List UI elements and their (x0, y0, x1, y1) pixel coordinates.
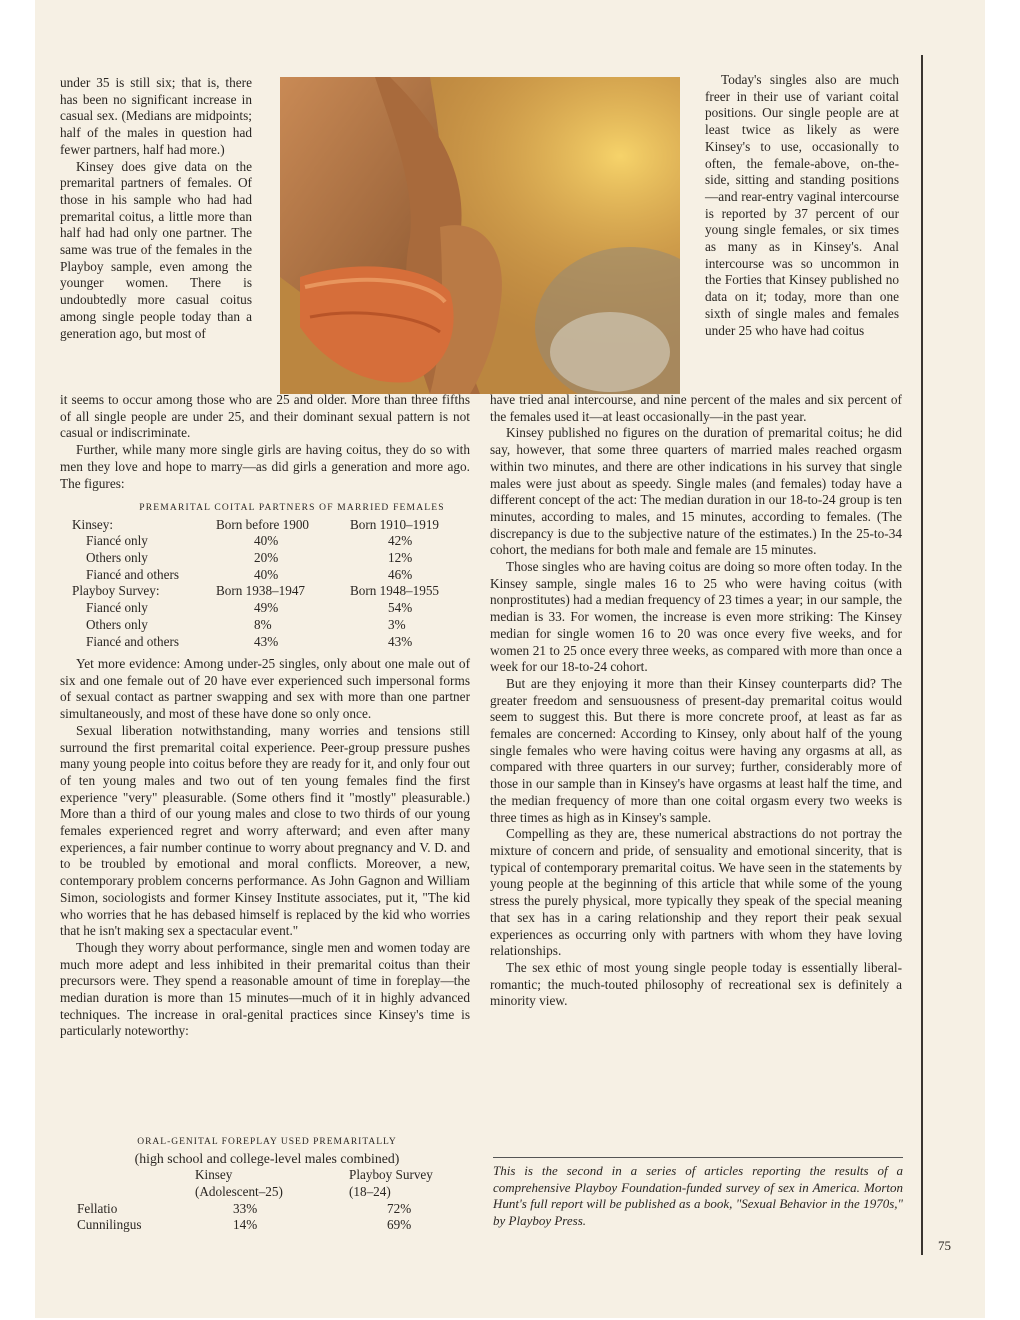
row-label: Others only (86, 550, 148, 566)
right-margin-rule (921, 55, 923, 1255)
article-photo (280, 77, 680, 394)
row-value: 46% (388, 566, 413, 582)
paragraph: Kinsey does give data on the premarital partners of females. Of those in his sample who had had premarital coitus, a little more than half had had only one partner. The same was true of the females in the Playboy sample, even among the younger women. There is undoubtedly more casual coitus among single people today than a generation ago, but most of (60, 158, 252, 341)
table-caption: PREMARITAL COITAL PARTNERS OF MARRIED FEMALES (139, 503, 445, 513)
table-row (72, 533, 472, 550)
row-value: Born 1910–1919 (350, 516, 440, 532)
row-value: 43% (388, 633, 413, 649)
table-row (77, 1167, 457, 1184)
table-premarital-partners (72, 500, 472, 650)
row-value: 33% (233, 1200, 258, 1216)
table-row (72, 617, 472, 634)
row-value: 3% (388, 616, 406, 632)
row-label: Fiancé and others (86, 633, 180, 649)
row-value: Born before 1900 (216, 516, 310, 532)
row-label: Fiancé only (86, 533, 148, 549)
row-label: Kinsey: (72, 516, 114, 532)
table-row (77, 1217, 457, 1234)
table-row (77, 1184, 457, 1201)
paragraph: have tried anal intercourse, and nine percent of the males and six percent of the females used it—at least occasionally—in the past year. (490, 392, 902, 424)
row-value: 69% (387, 1217, 412, 1233)
table-row (72, 517, 472, 534)
paragraph: The sex ethic of most young single people today is essentially liberal-romantic; the much-touted philosophy of recreational sex is definitely a minority view. (490, 959, 902, 1009)
article-footnote: This is the second in a series of articles reporting the results of a comprehensive Playboy Foundation-funded survey of sex in America. Morton Hunt's full report will be published as a book, "Sexual Behavior in the 1970s," by Playboy Press. (493, 1163, 903, 1229)
row-value: Born 1948–1955 (350, 583, 440, 599)
paragraph: Though they worry about performance, single men and women today are much more adept and less inhibited in their premarital coitus than their precursors were. They spend a reasonable amount of time in foreplay—the median duration is more than 15 minutes—much of it in highly advanced techniques. The increase in oral-genital practices since Kinsey's time is particularly noteworthy: (60, 939, 470, 1039)
photo-illustration (280, 77, 680, 394)
table-row (72, 567, 472, 584)
row-value: Playboy Survey (349, 1167, 433, 1183)
table-row (72, 550, 472, 567)
row-value: Kinsey (195, 1167, 233, 1183)
table-oral-genital (77, 1134, 457, 1234)
row-value: 40% (254, 566, 279, 582)
right-column-top (705, 72, 899, 339)
paragraph: it seems to occur among those who are 25 and older. More than three fifths of all single people are under 25, and their dominant sexual pattern is not casual or indiscriminate. (60, 392, 470, 441)
paragraph: But are they enjoying it more than their Kinsey counterparts did? The greater freedom and sensuousness of present-day premarital coitus would seem to suggest this. But there is more concrete proof, at least as far as females are concerned: According to Kinsey, only about half of the young single females who were having coitus were having any orgasms at all, as compared with three quarters in our survey; further, considerably more of those in our sample than in Kinsey's have orgasms at least half the time, and the median frequency of more than one coital orgasm every two weeks is three times as high as in Kinsey's sample. (490, 675, 902, 825)
paragraph: Today's singles also are much freer in their use of variant coital positions. Our single people are at least twice as likely as were Kinsey's to use, occasionally to often, the female-above, on-the-side, sitting and standing positions—and rear-entry vaginal intercourse is reported by 37 percent of our young single females, or six times as many as in Kinsey's. Anal intercourse was so uncommon in the Forties that Kinsey published no data on it; today, more than one sixth of single males and females under 25 who have had coitus (705, 72, 899, 338)
row-label: Others only (86, 616, 148, 632)
row-value: 14% (233, 1217, 258, 1233)
right-column (490, 392, 902, 1010)
paragraph: Yet more evidence: Among under-25 singles, only about one male out of six and one female out of 20 have ever experienced such impersonal forms of sexual contact as partner swapping and sex with more than one partner simultaneously, and most of these have done so only once. (60, 656, 470, 722)
table-row (72, 583, 472, 600)
paragraph: Sexual liberation notwithstanding, many worries and tensions still surround the first premarital coital experience. Peer-group pressure pushes many young people into coitus before they are ready for it, and only four out of ten young males and two out of ten young females find the first experience "very" pleasurable. (Some others find it "mostly" pleasurable.) More than a third of our young males and close to two thirds of our young females experienced regret and worry afterward; and even after many experiences, a fair number continue to worry about pregnancy and V. D. and to be troubled by emotional and moral conflicts. Moreover, a new, contemporary problem concerns performance. As John Gagnon and William Simon, sociologists and former Kinsey Institute associates, put it, "The kid who worries that he has debased himself is replaced by the kid who worries that he isn't making sex a spectacular event." (60, 722, 470, 939)
paragraph: Kinsey published no figures on the duration of premarital coitus; he did say, however, that some three quarters of married males reached orgasm within two minutes, and there are other indications in his survey that single males were just about as speedy. Single males (and females) today have a different concept of the act: The median duration in our 18-to-24 group is ten minutes, according to males, and 15 minutes, according to females. (The discrepancy is due to the subjective nature of the estimates.) In the 25-to-34 cohort, the medians for both male and female are 15 minutes. (490, 425, 902, 558)
paragraph: Those singles who are having coitus are doing so more often today. In the Kinsey sample, single males 16 to 25 who were having coitus (with nonprostitutes) had a median frequency of 23 times a year; in our sample, the median is 33. For women, the increase is even more striking: The Kinsey median for single women 16 to 20 was once every five weeks, and for women 21 to 25 once every three weeks, as compared with more than once a week for our 18-to-24 cohort. (490, 559, 902, 675)
table-subcaption: (high school and college-level males combined) (134, 1150, 400, 1166)
row-value: 8% (254, 616, 272, 632)
row-value: (Adolescent–25) (195, 1184, 283, 1200)
row-label: Fellatio (77, 1200, 118, 1216)
row-value: 54% (388, 600, 413, 616)
table-row (72, 600, 472, 617)
left-column-lower (60, 656, 470, 1040)
table-caption: ORAL-GENITAL FOREPLAY USED PREMARITALLY (137, 1137, 397, 1147)
footnote-divider (493, 1157, 903, 1158)
row-label: Playboy Survey: (72, 583, 160, 599)
row-value: 42% (388, 533, 413, 549)
table-row (77, 1201, 457, 1218)
row-value: 72% (387, 1200, 412, 1216)
row-value: Born 1938–1947 (216, 583, 306, 599)
paragraph: Compelling as they are, these numerical abstractions do not portray the mixture of concern and pride, of sensuality and emotional sincerity, that is typical of contemporary premarital coitus. We have seen in the statements by young people at the beginning of this article that while some of the young stress the purely physical, more typically they speak of the special meaning that sex has in a caring relationship and they report their peak sexual experiences as occurring only with partners with whom they have loving relationships. (490, 826, 902, 959)
row-label: Cunnilingus (77, 1217, 142, 1233)
row-value: 49% (254, 600, 279, 616)
paragraph: Further, while many more single girls are having coitus, they do so with men they love and hope to marry—as did girls a generation and more ago. The figures: (60, 442, 470, 491)
left-column-wide (60, 392, 470, 492)
left-column-top (60, 75, 252, 342)
paragraph: under 35 is still six; that is, there has been no significant increase in casual sex. (Medians are midpoints; half of the males in question had fewer partners, half had more.) (60, 75, 252, 157)
row-value: 40% (254, 533, 279, 549)
table-row (72, 634, 472, 651)
page-number: 75 (938, 1238, 951, 1253)
row-label: Fiancé and others (86, 566, 180, 582)
row-value: (18–24) (349, 1184, 391, 1200)
row-value: 20% (254, 550, 279, 566)
row-label: Fiancé only (86, 600, 148, 616)
row-value: 12% (388, 550, 413, 566)
row-value: 43% (254, 633, 279, 649)
